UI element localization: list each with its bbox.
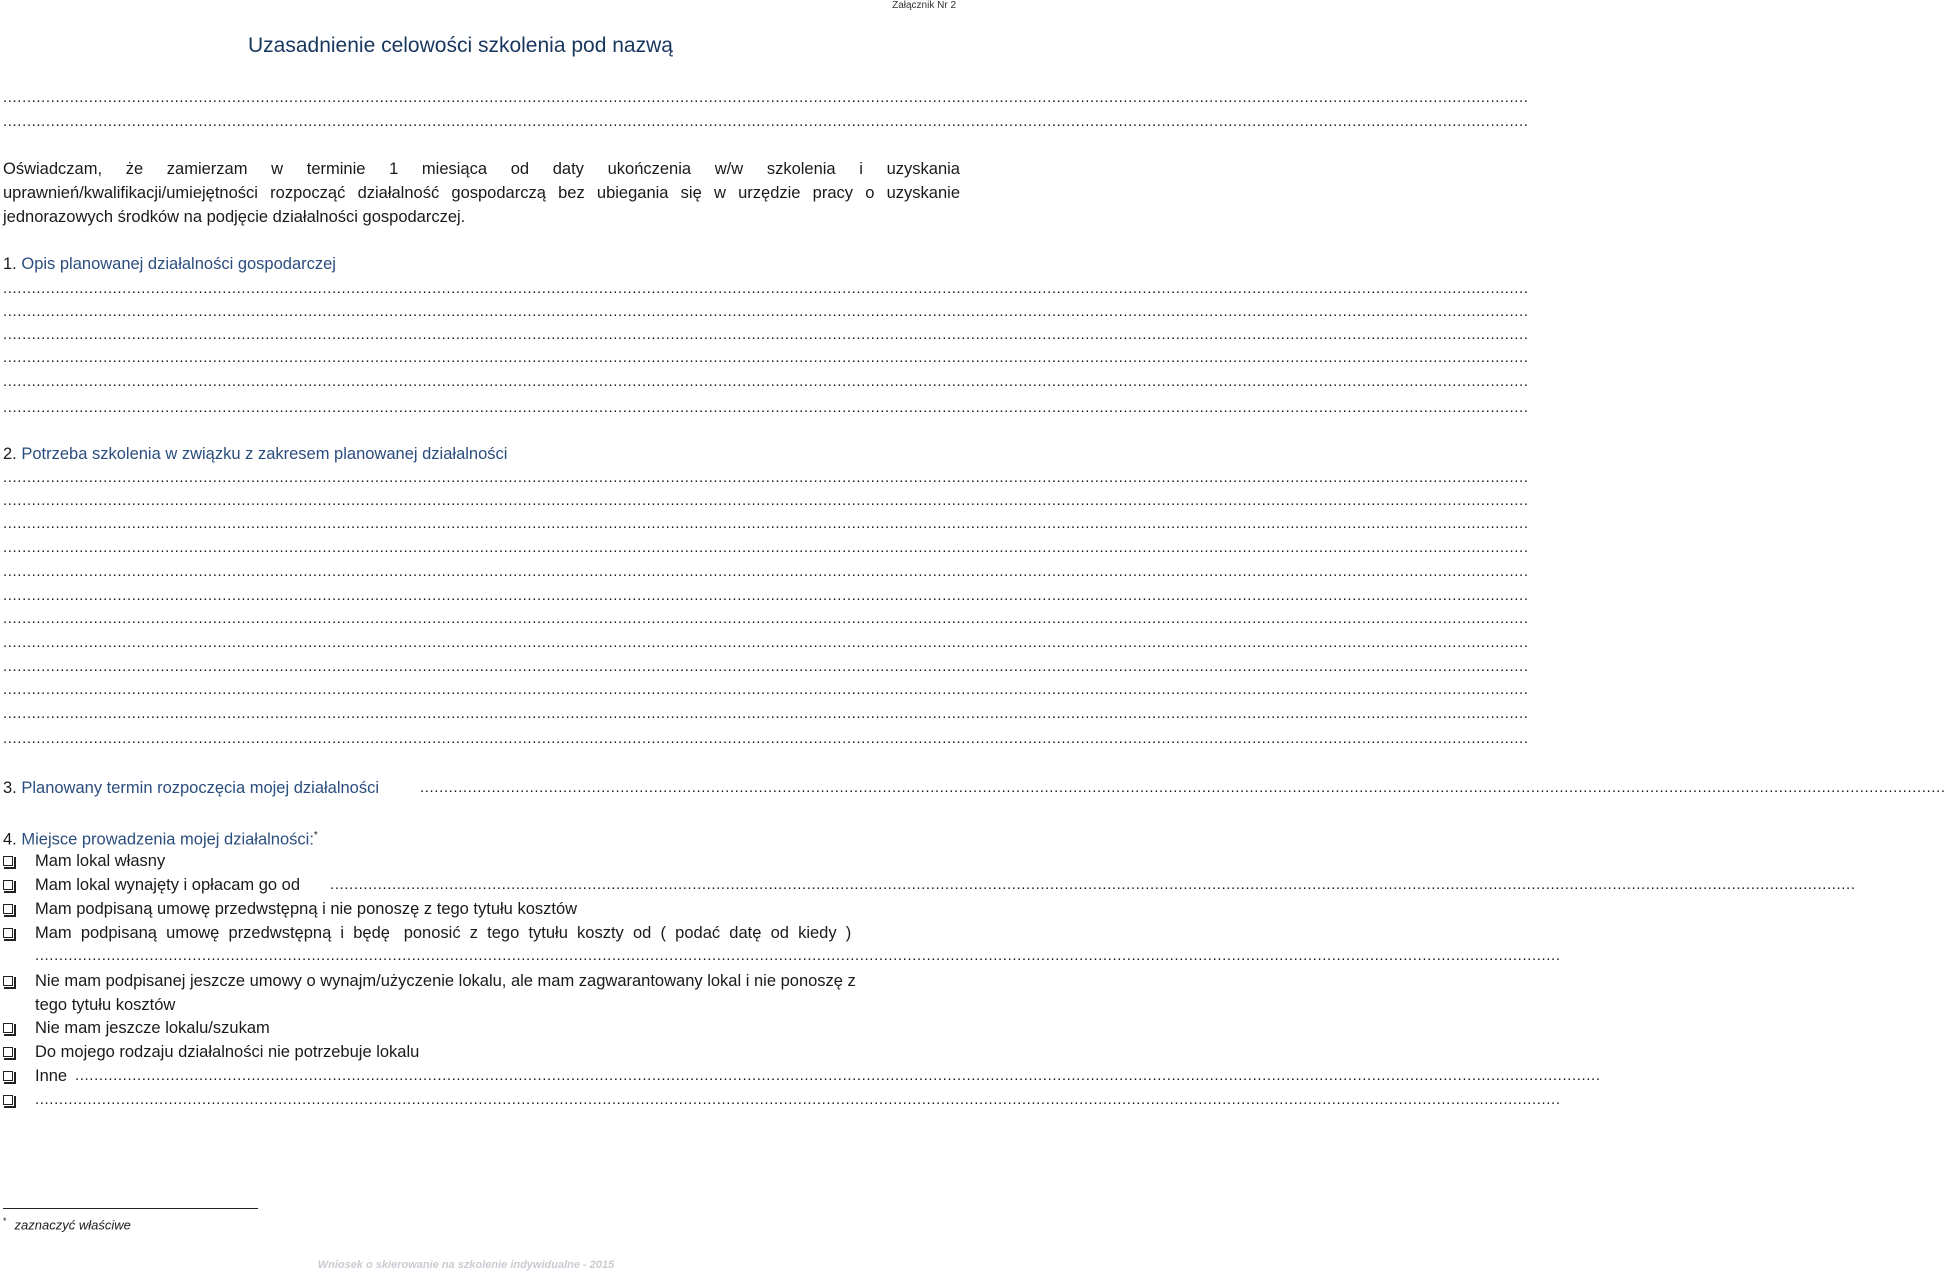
- checkbox[interactable]: [3, 1023, 13, 1033]
- checkbox[interactable]: [3, 880, 13, 890]
- section-number: 4.: [3, 830, 17, 849]
- checkbox[interactable]: [3, 1071, 13, 1081]
- section-2-fill-line[interactable]: ................................................................................................................................................................................................................................................................................................................................: [3, 539, 1529, 556]
- section-1-fill-line[interactable]: ................................................................................................................................................................................................................................................................................................................................: [3, 280, 1529, 297]
- checkbox[interactable]: [3, 904, 13, 914]
- section-number: 1.: [3, 255, 17, 273]
- section-2-fill-line[interactable]: ................................................................................................................................................................................................................................................................................................................................: [3, 658, 1529, 675]
- option-label: tego tytułu kosztów: [35, 996, 176, 1014]
- section-1-fill-line[interactable]: ................................................................................................................................................................................................................................................................................................................................: [3, 399, 1529, 416]
- checkbox[interactable]: [3, 1047, 13, 1057]
- extra-specify-field[interactable]: ................................................................................................................................................................................................................................................................................................................................: [35, 1091, 1561, 1108]
- option-extra[interactable]: [3, 1088, 1561, 1112]
- statement-line: uprawnień/kwalifikacji/umiejętności rozpocząć działalność gospodarczą bez ubiegania się w urzędzie pracy o uzyskanie: [3, 184, 960, 202]
- section-3-heading: [3, 777, 379, 799]
- section-2-fill-line[interactable]: ................................................................................................................................................................................................................................................................................................................................: [3, 634, 1529, 651]
- section-1-fill-line[interactable]: ................................................................................................................................................................................................................................................................................................................................: [3, 373, 1529, 390]
- statement-paragraph: [3, 157, 960, 229]
- checkbox[interactable]: [3, 976, 13, 986]
- option-own-premises[interactable]: [3, 849, 960, 873]
- section-number: 3.: [3, 779, 17, 797]
- section-title: Miejsce prowadzenia mojej działalności:: [21, 830, 314, 849]
- footnote-mark: *: [3, 1216, 7, 1226]
- option-other[interactable]: [3, 1064, 1601, 1088]
- checkbox[interactable]: [3, 856, 13, 866]
- footnote-text: zaznaczyć właściwe: [14, 1217, 131, 1233]
- section-2-fill-line[interactable]: ................................................................................................................................................................................................................................................................................................................................: [3, 492, 1529, 509]
- training-name-line[interactable]: ................................................................................................................................................................................................................................................................................................................................: [3, 113, 1529, 130]
- option-label: Inne: [35, 1067, 68, 1085]
- option-guaranteed-premises[interactable]: [3, 969, 960, 1017]
- checkbox[interactable]: [3, 928, 13, 938]
- option-label: Mam lokal wynajęty i opłacam go od: [35, 876, 301, 894]
- section-1-fill-line[interactable]: ................................................................................................................................................................................................................................................................................................................................: [3, 303, 1529, 320]
- section-2-fill-line[interactable]: ................................................................................................................................................................................................................................................................................................................................: [3, 515, 1529, 532]
- section-2-fill-line[interactable]: ................................................................................................................................................................................................................................................................................................................................: [3, 610, 1529, 627]
- option-no-premises-needed[interactable]: [3, 1040, 960, 1064]
- option-label: Do mojego rodzaju działalności nie potrzebuje lokalu: [35, 1043, 420, 1061]
- costs-since-field[interactable]: ................................................................................................................................................................................................................................................................................................................................: [35, 947, 1561, 964]
- section-2-fill-line[interactable]: ................................................................................................................................................................................................................................................................................................................................: [3, 681, 1529, 698]
- checkbox[interactable]: [3, 1095, 13, 1105]
- page-footer: Wniosek o skierowanie na szkolenie indywidualne - 2015: [317, 1259, 615, 1271]
- section-2-fill-line[interactable]: ................................................................................................................................................................................................................................................................................................................................: [3, 469, 1529, 486]
- section-2-fill-line[interactable]: ................................................................................................................................................................................................................................................................................................................................: [3, 563, 1529, 580]
- section-2-fill-line[interactable]: ................................................................................................................................................................................................................................................................................................................................: [3, 730, 1529, 747]
- section-1-fill-line[interactable]: ................................................................................................................................................................................................................................................................................................................................: [3, 349, 1529, 366]
- section-title: Planowany termin rozpoczęcia mojej działalności: [21, 779, 380, 797]
- option-preliminary-with-costs[interactable]: [3, 921, 1561, 969]
- option-label: Nie mam podpisanej jeszcze umowy o wynajm/użyczenie lokalu, ale mam zagwarantowany lokal i nie ponoszę z: [35, 972, 856, 990]
- option-rented-premises[interactable]: [3, 873, 1856, 897]
- option-label: Mam lokal własny: [35, 852, 166, 870]
- option-label: Mam podpisaną umowę przedwstępną i nie ponoszę z tego tytułu kosztów: [35, 900, 578, 918]
- option-label: Mam podpisaną umowę przedwstępną i będę ponosić z tego tytułu koszty od ( podać datę od kiedy ): [35, 924, 852, 942]
- section-4-heading: [3, 825, 318, 851]
- option-label: Nie mam jeszcze lokalu/szukam: [35, 1019, 270, 1037]
- footnote: [3, 1216, 131, 1232]
- page-title: Uzasadnienie celowości szkolenia pod nazwą: [248, 34, 673, 57]
- start-date-field[interactable]: ................................................................................................................................................................................................................................................................................................................................: [420, 779, 1946, 796]
- section-1-heading: [3, 253, 336, 275]
- section-2-heading: [3, 443, 507, 465]
- section-1-fill-line[interactable]: ................................................................................................................................................................................................................................................................................................................................: [3, 326, 1529, 343]
- section-2-fill-line[interactable]: ................................................................................................................................................................................................................................................................................................................................: [3, 705, 1529, 722]
- footnote-marker: *: [313, 830, 318, 841]
- option-searching-premises[interactable]: [3, 1016, 960, 1040]
- training-name-line[interactable]: ................................................................................................................................................................................................................................................................................................................................: [3, 89, 1529, 106]
- annex-label: Załącznik Nr 2: [892, 0, 956, 11]
- section-2-fill-line[interactable]: ................................................................................................................................................................................................................................................................................................................................: [3, 587, 1529, 604]
- statement-line: jednorazowych środków na podjęcie działalności gospodarczej.: [3, 208, 466, 226]
- statement-line: Oświadczam, że zamierzam w terminie 1 miesiąca od daty ukończenia w/w szkolenia i uzyskania: [3, 160, 960, 178]
- rent-since-field[interactable]: ................................................................................................................................................................................................................................................................................................................................: [330, 876, 1856, 893]
- option-preliminary-no-costs[interactable]: [3, 897, 960, 921]
- section-title: Potrzeba szkolenia w związku z zakresem planowanej działalności: [21, 445, 508, 463]
- section-number: 2.: [3, 445, 17, 463]
- other-specify-field[interactable]: ................................................................................................................................................................................................................................................................................................................................: [75, 1067, 1601, 1084]
- section-title: Opis planowanej działalności gospodarczej: [21, 255, 336, 273]
- footnote-separator: [3, 1208, 258, 1209]
